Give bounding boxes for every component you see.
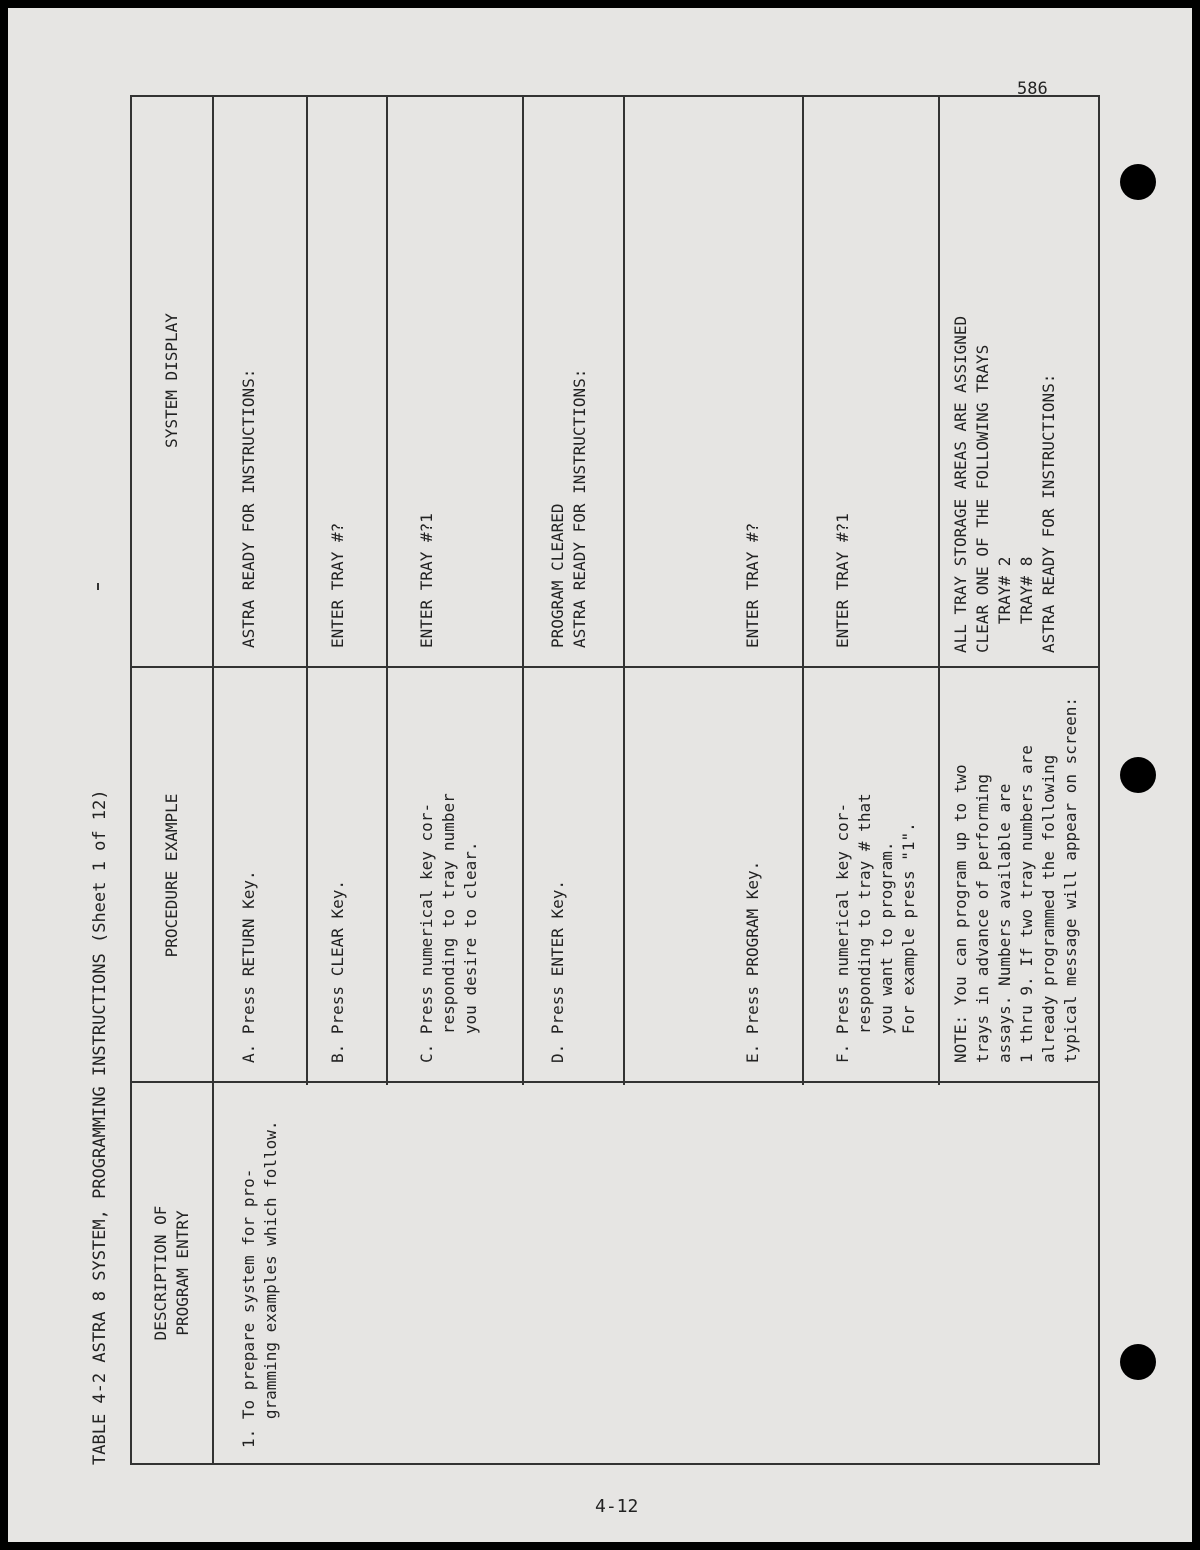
description-text: 1. To prepare system for pro- gramming examples which follow. xyxy=(239,1120,280,1448)
display-c: ENTER TRAY #?1 xyxy=(417,513,436,648)
column-divider-1 xyxy=(132,1081,1098,1083)
header-display: SYSTEM DISPLAY xyxy=(162,313,181,448)
procedure-a: A. Press RETURN Key. xyxy=(239,870,258,1063)
table-caption: TABLE 4-2 ASTRA 8 SYSTEM, PROGRAMMING INSTRUCTIONS (Sheet 1 of 12) xyxy=(90,789,110,1465)
display-e: ENTER TRAY #? xyxy=(743,522,762,648)
row-rule xyxy=(306,97,308,1085)
procedure-b: B. Press CLEAR Key. xyxy=(328,879,347,1063)
row-rule xyxy=(802,97,804,1085)
header-description: DESCRIPTION OF PROGRAM ENTRY xyxy=(151,1205,192,1341)
punch-hole-bottom xyxy=(1120,1344,1156,1380)
punch-hole-middle xyxy=(1120,757,1156,793)
display-note: ALL TRAY STORAGE AREAS ARE ASSIGNED CLEAR ONE OF THE FOLLOWING TRAYS TRAY# 2 TRAY# 8 ASTRA READY FOR INSTRUCTIONS: xyxy=(951,315,1058,653)
page-number: 586 xyxy=(1017,79,1048,99)
display-d: PROGRAM CLEARED ASTRA READY FOR INSTRUCTIONS: xyxy=(548,368,589,648)
instructions-table xyxy=(130,95,1100,1465)
row-rule xyxy=(386,97,388,1085)
header-rule xyxy=(212,97,214,1463)
stray-mark xyxy=(97,583,99,590)
procedure-c: C. Press numerical key cor- responding to tray number you desire to clear. xyxy=(417,793,480,1063)
column-divider-2 xyxy=(132,666,1098,668)
row-rule xyxy=(938,97,940,1085)
rotated-table-region xyxy=(90,95,1100,1465)
row-rule xyxy=(522,97,524,1085)
procedure-note: NOTE: You can program up to two trays in advance of performing assays. Numbers available are 1 thru 9. If two tray numbers are already programmed the following typical message will appear on screen: xyxy=(951,696,1080,1063)
display-b: ENTER TRAY #? xyxy=(328,522,347,648)
procedure-f: F. Press numerical key cor- responding to tray # that you want to program. For example press "1". xyxy=(833,793,918,1063)
row-rule xyxy=(623,97,625,1085)
display-a: ASTRA READY FOR INSTRUCTIONS: xyxy=(239,368,258,648)
header-procedure: PROCEDURE EXAMPLE xyxy=(162,793,181,958)
punch-hole-top xyxy=(1120,164,1156,200)
page-footer: 4-12 xyxy=(595,1496,639,1517)
procedure-e: E. Press PROGRAM Key. xyxy=(743,860,762,1063)
display-f: ENTER TRAY #?1 xyxy=(833,513,852,648)
procedure-d: D. Press ENTER Key. xyxy=(548,879,567,1063)
